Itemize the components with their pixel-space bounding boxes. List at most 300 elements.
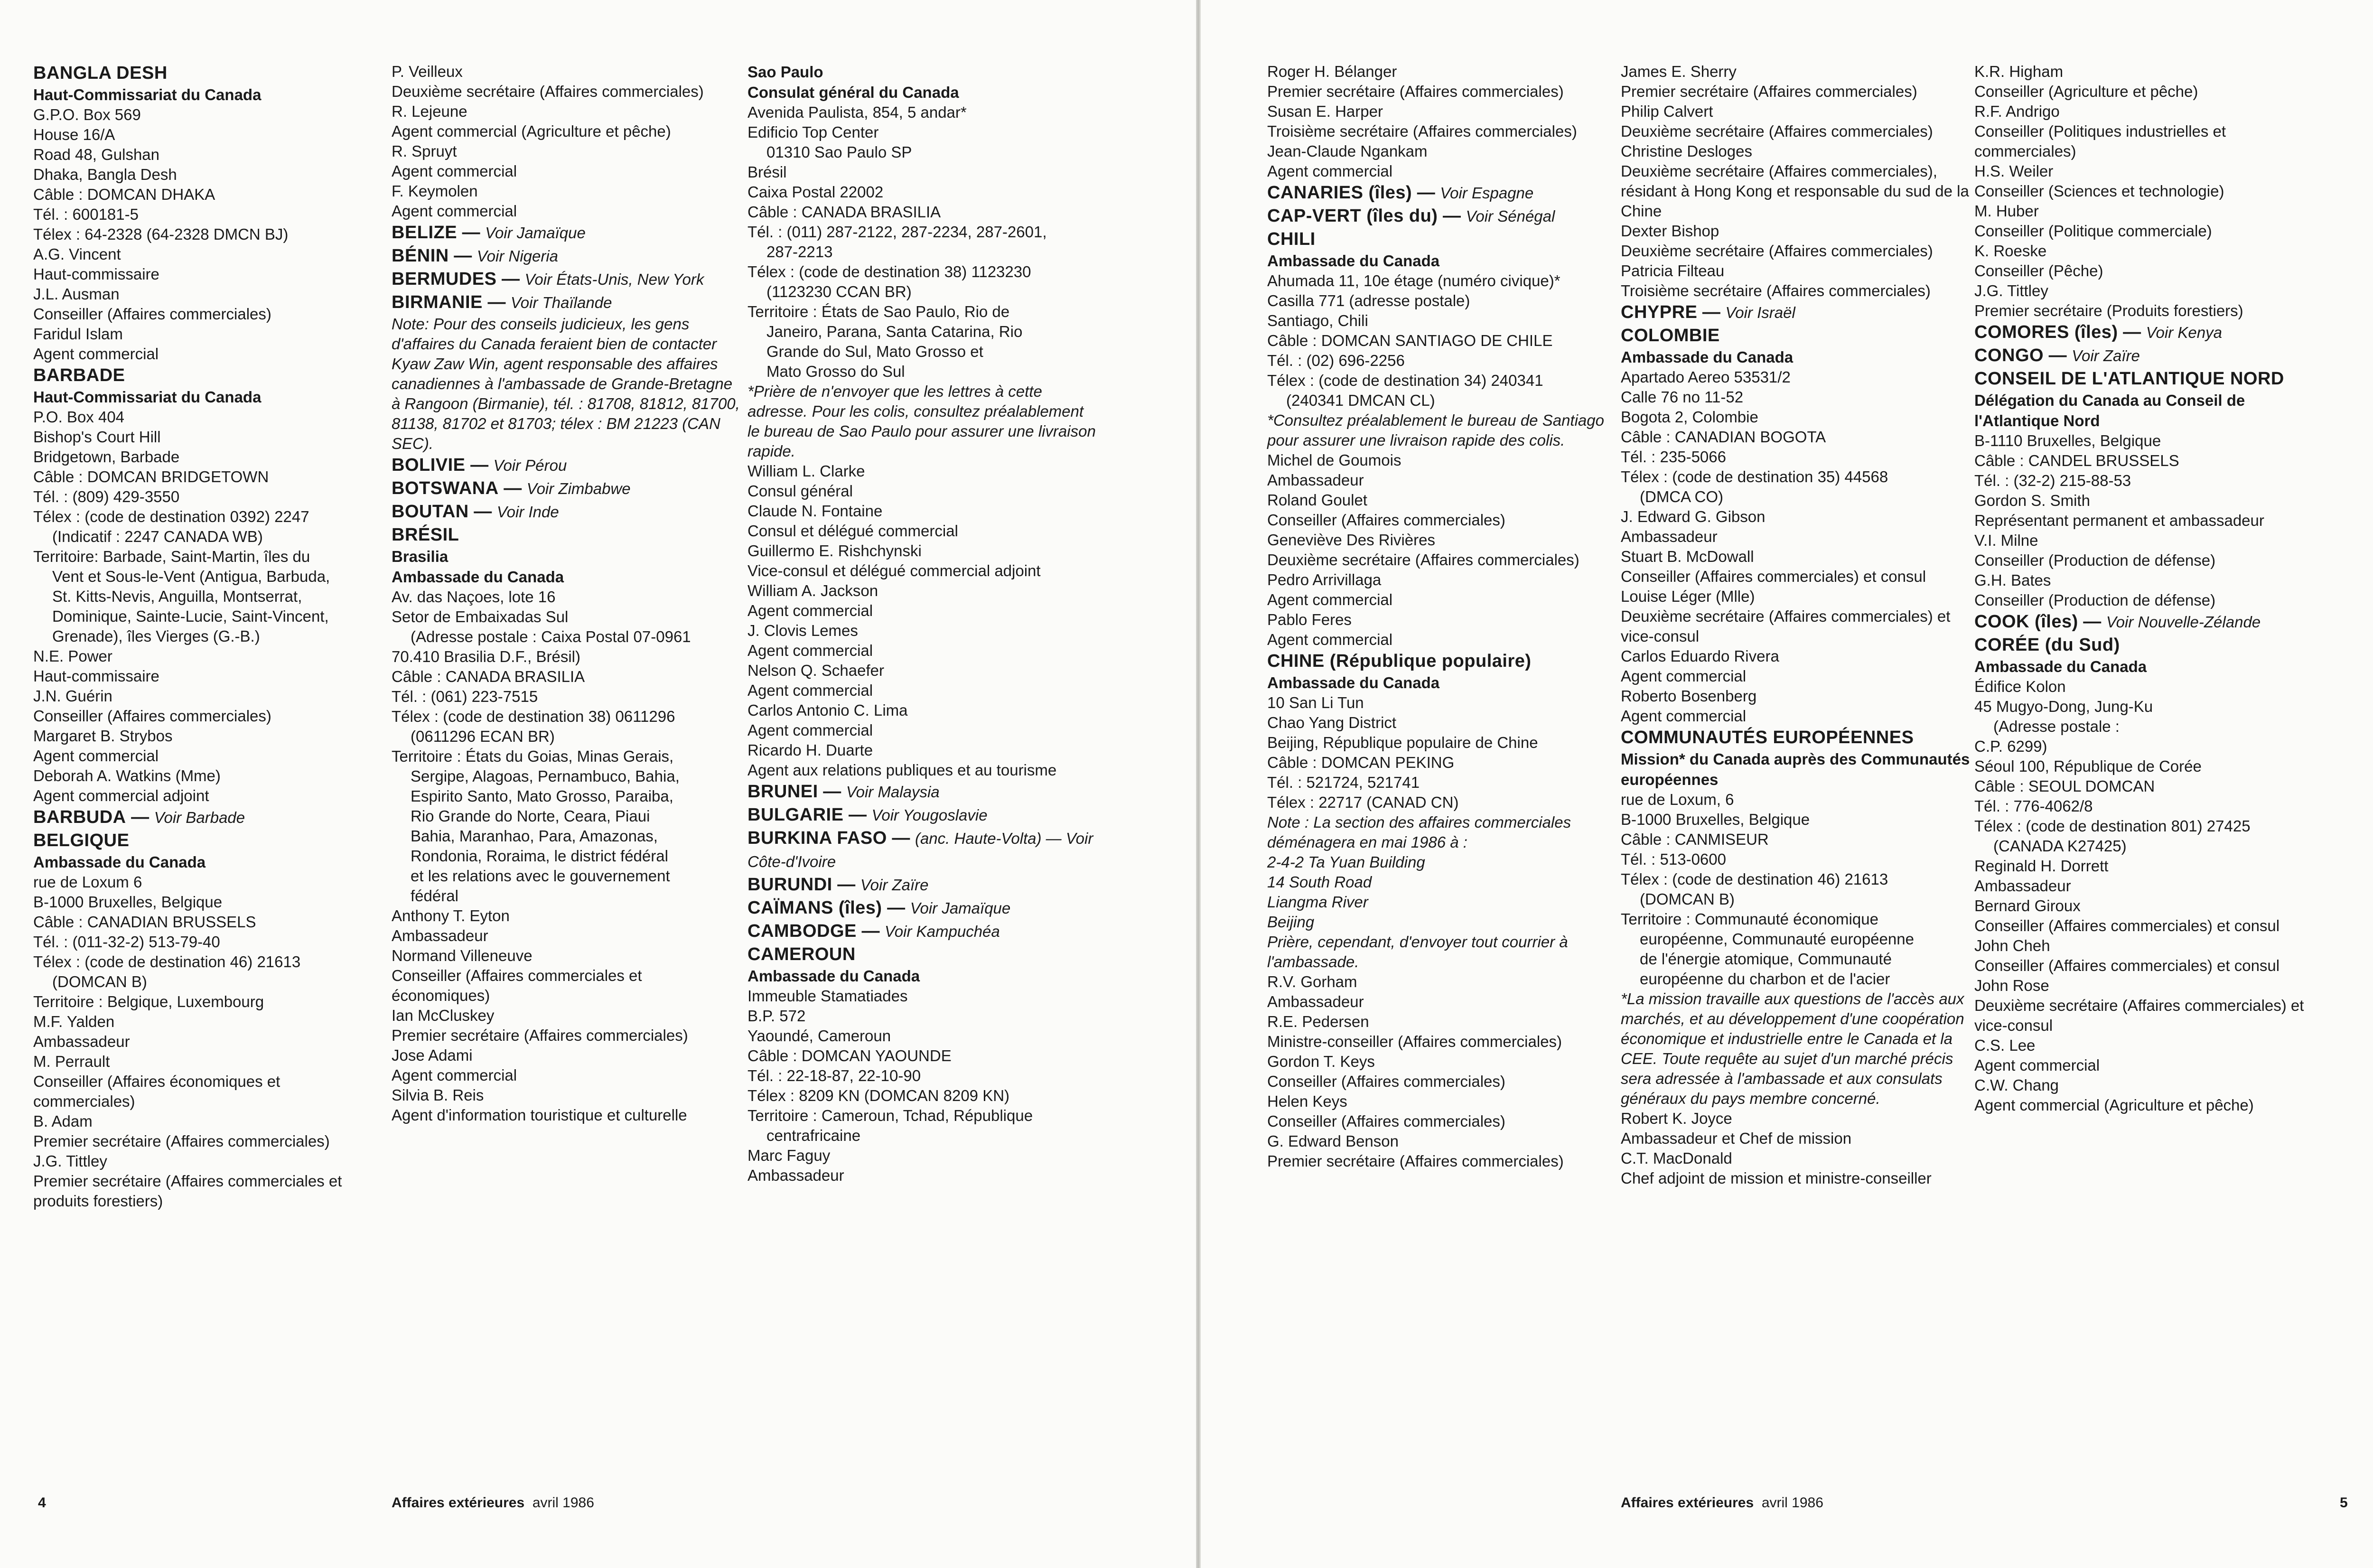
staff-entry bbox=[1974, 1075, 2326, 1115]
address-line: Grenade), îles Vierges (G.-B.) bbox=[52, 627, 260, 645]
staff-entry bbox=[1974, 936, 2326, 976]
dash-separator: — bbox=[818, 782, 846, 802]
dash-separator: — bbox=[468, 502, 497, 522]
address-line: Rio Grande do Norte, Ceara, Piaui bbox=[411, 807, 650, 825]
address-line: G.P.O. Box 569 bbox=[33, 106, 141, 123]
address-line: (240341 DMCAN CL) bbox=[1286, 392, 1435, 409]
address-line: Câble : DOMCAN BRIDGETOWN bbox=[33, 468, 269, 485]
address-line: Territoire : États de Sao Paulo, Rio de bbox=[747, 303, 1010, 320]
address-line: P.O. Box 404 bbox=[33, 408, 125, 426]
staff-name: Pedro Arrivillaga bbox=[1267, 571, 1382, 588]
staff-entry bbox=[1267, 570, 1618, 610]
country-see-also bbox=[1267, 181, 1618, 205]
staff-name: C.T. MacDonald bbox=[1621, 1149, 1732, 1167]
country-see-also bbox=[747, 873, 1099, 896]
staff-title: Conseiller (Affaires commerciales) bbox=[1267, 511, 1505, 529]
staff-title: Conseiller (Agriculture et pêche) bbox=[1974, 83, 2198, 100]
address-line: Grande do Sul, Mato Grosso et bbox=[766, 343, 983, 360]
staff-name: B. Adam bbox=[33, 1112, 93, 1130]
staff-title: Agent aux relations publiques et au tourisme bbox=[747, 761, 1057, 779]
address-line: Tél. : 513-0600 bbox=[1621, 850, 1726, 868]
staff-name: Jean-Claude Ngankam bbox=[1267, 142, 1428, 160]
staff-entry bbox=[1621, 507, 1972, 547]
address-line: 10 San Li Tun bbox=[1267, 694, 1364, 711]
dash-separator: — bbox=[882, 898, 910, 918]
staff-entry bbox=[1621, 587, 1972, 646]
staff-title: Conseiller (Production de défense) bbox=[1974, 551, 2216, 569]
staff-name: A.G. Vincent bbox=[33, 245, 121, 263]
address-line: Territoire : Cameroun, Tchad, République bbox=[747, 1107, 1033, 1124]
staff-entry bbox=[1974, 570, 2326, 610]
staff-name: Stuart B. McDowall bbox=[1621, 548, 1754, 565]
address-line: Séoul 100, République de Corée bbox=[1974, 757, 2202, 775]
address-line: Télex : (code de destination 46) 21613 bbox=[1621, 870, 1888, 888]
note-text: Prière, cependant, d'envoyer tout courrier à l'ambassade. bbox=[1267, 933, 1568, 971]
note-text: 2-4-2 Ta Yuan Building 14 South Road Liangma River Beijing bbox=[1267, 853, 1425, 931]
staff-name: John Rose bbox=[1974, 977, 2049, 994]
dash-separator: — bbox=[843, 805, 872, 825]
mission-name: Haut-Commissariat du Canada bbox=[33, 86, 262, 103]
country-name: BULGARIE bbox=[747, 805, 844, 825]
staff-name: Carlos Eduardo Rivera bbox=[1621, 647, 1779, 665]
country-name: BRUNEI bbox=[747, 782, 818, 802]
address-line: 70.410 Brasilia D.F., Brésil) bbox=[392, 648, 580, 665]
country-see-also bbox=[747, 896, 1099, 920]
staff-title: Ambassadeur bbox=[392, 927, 488, 944]
staff-entry bbox=[33, 244, 365, 284]
address-line: Câble : CANDEL BRUSSELS bbox=[1974, 452, 2179, 469]
address-line: et les relations avec le gouvernement bbox=[411, 867, 670, 885]
staff-entry bbox=[33, 686, 365, 726]
mission-name: Ambassade du Canada bbox=[1267, 674, 1440, 691]
staff-name: Geneviève Des Rivières bbox=[1267, 531, 1435, 549]
address-line: Télex : (code de destination 38) 1123230 bbox=[747, 263, 1031, 280]
country-see-also bbox=[392, 477, 743, 500]
country-see-also bbox=[392, 244, 743, 268]
see-reference: Voir Kenya bbox=[2146, 324, 2222, 341]
staff-title: Ambassadeur bbox=[1621, 528, 1718, 545]
mission-name: Ambassade du Canada bbox=[33, 853, 206, 871]
mission-name: Ambassade du Canada bbox=[1974, 658, 2147, 675]
mission-name: Ambassade du Canada bbox=[392, 568, 564, 586]
mission-name: Délégation du Canada au Conseil de l'Atlantique Nord bbox=[1974, 392, 2245, 429]
address-line: Beijing, République populaire de Chine bbox=[1267, 734, 1538, 751]
dash-separator: — bbox=[2078, 612, 2106, 632]
staff-title: Conseiller (Affaires commerciales et économiques) bbox=[392, 967, 642, 1004]
staff-title: Conseiller (Affaires commerciales) et consul bbox=[1974, 917, 2280, 934]
staff-title: Premier secrétaire (Affaires commerciales) bbox=[392, 1027, 688, 1044]
address-line: Télex : 64-2328 (64-2328 DMCN BJ) bbox=[33, 225, 289, 243]
country-see-also bbox=[392, 268, 743, 291]
country-see-also bbox=[1267, 205, 1618, 228]
staff-title: Agent commercial bbox=[1621, 667, 1747, 685]
staff-entry bbox=[1621, 1148, 1972, 1188]
address-block bbox=[33, 872, 365, 1012]
left-column-3 bbox=[747, 62, 1099, 1185]
country-see-also bbox=[1974, 321, 2326, 344]
staff-title: Deuxième secrétaire (Affaires commerciales), résidant à Hong Kong et responsable du sud de la Chine bbox=[1621, 162, 1969, 220]
see-reference: Voir Nouvelle-Zélande bbox=[2106, 613, 2261, 631]
staff-entry bbox=[747, 1146, 1099, 1185]
address-block bbox=[1974, 431, 2326, 491]
country-heading: COMMUNAUTÉS EUROPÉENNES bbox=[1621, 728, 1914, 747]
staff-name: Ian McCluskey bbox=[392, 1007, 495, 1024]
staff-name: Patricia Filteau bbox=[1621, 262, 1725, 280]
country-heading: CHILI bbox=[1267, 229, 1316, 249]
address-line: centrafricaine bbox=[766, 1127, 861, 1144]
staff-name: J.L. Ausman bbox=[33, 285, 120, 303]
address-line: Câble : CANADA BRASILIA bbox=[392, 668, 585, 685]
address-line: Télex : (code de destination 801) 27425 bbox=[1974, 817, 2251, 835]
address-line: Territoire : Belgique, Luxembourg bbox=[33, 993, 264, 1010]
address-line: européenne, Communauté européenne bbox=[1640, 930, 1914, 948]
staff-title: Deuxième secrétaire (Affaires commerciales) bbox=[392, 83, 704, 100]
address-line: Tél. : (011) 287-2122, 287-2234, 287-2601, bbox=[747, 223, 1047, 241]
dash-separator: — bbox=[496, 269, 525, 289]
staff-name: Carlos Antonio C. Lima bbox=[747, 701, 908, 719]
staff-title: Agent commercial bbox=[392, 1066, 517, 1084]
staff-name: J. Edward G. Gibson bbox=[1621, 508, 1766, 525]
right-column-2 bbox=[1621, 62, 1972, 1188]
staff-entry bbox=[1621, 686, 1972, 726]
staff-entry bbox=[392, 1045, 743, 1085]
staff-name: R.V. Gorham bbox=[1267, 973, 1357, 990]
address-line: St. Kitts-Nevis, Anguilla, Montserrat, bbox=[52, 588, 302, 605]
staff-entry bbox=[1267, 141, 1618, 181]
staff-name: N.E. Power bbox=[33, 647, 112, 665]
country-name: CANARIES (îles) bbox=[1267, 183, 1412, 203]
staff-entry bbox=[1974, 856, 2326, 896]
address-line: Câble : CANADIAN BRUSSELS bbox=[33, 913, 256, 931]
staff-title: Ambassadeur bbox=[747, 1167, 844, 1184]
staff-name: Susan E. Harper bbox=[1267, 103, 1383, 120]
country-heading: CORÉE (du Sud) bbox=[1974, 635, 2120, 655]
staff-name: V.I. Milne bbox=[1974, 532, 2038, 549]
staff-title: Agent commercial bbox=[1267, 631, 1393, 648]
staff-entry bbox=[1621, 261, 1972, 301]
address-line: Tél. : (011-32-2) 513-79-40 bbox=[33, 933, 220, 951]
staff-name: Roland Goulet bbox=[1267, 491, 1367, 509]
staff-name: Robert K. Joyce bbox=[1621, 1110, 1732, 1127]
address-line: Câble : DOMCAN PEKING bbox=[1267, 754, 1455, 771]
country-heading: CHINE (République populaire) bbox=[1267, 651, 1532, 671]
dash-separator: — bbox=[2118, 322, 2146, 342]
footer-left bbox=[392, 1495, 594, 1511]
staff-title: Conseiller (Affaires commerciales) bbox=[33, 305, 271, 323]
right-page bbox=[1201, 0, 2373, 1568]
staff-entry bbox=[1267, 450, 1618, 490]
staff-name: Gordon T. Keys bbox=[1267, 1053, 1375, 1070]
staff-entry bbox=[1267, 1052, 1618, 1092]
staff-title: Agent commercial (Agriculture et pêche) bbox=[1974, 1096, 2254, 1114]
staff-name: William A. Jackson bbox=[747, 582, 878, 599]
staff-title: Premier secrétaire (Affaires commerciales) bbox=[1267, 83, 1564, 100]
address-line: Rondonia, Roraima, le district fédéral bbox=[411, 847, 668, 865]
staff-name: R.E. Pedersen bbox=[1267, 1013, 1369, 1030]
dash-separator: — bbox=[465, 455, 494, 475]
staff-entry bbox=[392, 1006, 743, 1045]
address-line: Dhaka, Bangla Desh bbox=[33, 166, 177, 183]
country-see-also bbox=[392, 454, 743, 477]
see-reference: Voir Pérou bbox=[493, 457, 567, 474]
country-see-also bbox=[1974, 344, 2326, 367]
country-heading: BARBADE bbox=[33, 365, 125, 385]
staff-entry bbox=[1621, 62, 1972, 102]
see-reference: Voir Zimbabwe bbox=[526, 480, 631, 497]
staff-name: C.W. Chang bbox=[1974, 1076, 2059, 1094]
country-name: BERMUDES bbox=[392, 269, 497, 289]
staff-entry bbox=[392, 141, 743, 181]
staff-name: M. Huber bbox=[1974, 202, 2039, 220]
staff-entry bbox=[1621, 221, 1972, 261]
staff-title: Agent commercial adjoint bbox=[33, 787, 209, 804]
staff-title: Agent commercial bbox=[33, 747, 159, 765]
country-name: BARBUDA bbox=[33, 807, 126, 827]
staff-title: Premier secrétaire (Produits forestiers) bbox=[1974, 302, 2243, 319]
staff-entry bbox=[392, 102, 743, 141]
mission-name: Ambassade du Canada bbox=[1267, 252, 1440, 270]
staff-entry bbox=[1974, 241, 2326, 281]
address-line: Tél. : 22-18-87, 22-10-90 bbox=[747, 1067, 921, 1084]
staff-title: Agent commercial (Agriculture et pêche) bbox=[392, 122, 671, 140]
staff-name: M. Perrault bbox=[33, 1053, 110, 1070]
address-line: (Indicatif : 2247 CANADA WB) bbox=[52, 528, 263, 545]
address-line: Tél. : 521724, 521741 bbox=[1267, 774, 1420, 791]
staff-title: Ambassadeur et Chef de mission bbox=[1621, 1129, 1852, 1147]
staff-name: G. Edward Benson bbox=[1267, 1132, 1399, 1150]
staff-title: Troisième secrétaire (Affaires commerciales) bbox=[1267, 122, 1577, 140]
address-line: Edificio Top Center bbox=[747, 123, 879, 141]
staff-entry bbox=[33, 284, 365, 324]
staff-title: Premier secrétaire (Affaires commerciales et produits forestiers) bbox=[33, 1172, 342, 1210]
address-line: Câble : SEOUL DOMCAN bbox=[1974, 777, 2155, 795]
address-line: Télex : (code de destination 34) 240341 bbox=[1267, 372, 1543, 389]
address-line: Casilla 771 (adresse postale) bbox=[1267, 292, 1470, 309]
see-reference: Voir Israël bbox=[1725, 304, 1795, 321]
staff-title: Ambassadeur bbox=[1267, 471, 1364, 489]
country-see-also bbox=[747, 803, 1099, 827]
staff-entry bbox=[33, 766, 365, 806]
staff-entry bbox=[747, 501, 1099, 541]
staff-name: Gordon S. Smith bbox=[1974, 492, 2090, 509]
country-heading: BELGIQUE bbox=[33, 831, 130, 850]
footer-right bbox=[1621, 1495, 1823, 1511]
country-name: COOK (îles) bbox=[1974, 612, 2078, 632]
mission-name: Ambassade du Canada bbox=[747, 967, 920, 985]
address-line: Câble : CANMISEUR bbox=[1621, 831, 1769, 848]
staff-title: Deuxième secrétaire (Affaires commerciales) bbox=[1621, 122, 1933, 140]
staff-name: J.G. Tittley bbox=[1974, 282, 2048, 299]
address-line: (Adresse postale : bbox=[1993, 718, 2120, 735]
staff-entry bbox=[747, 541, 1099, 581]
staff-title: Agent commercial bbox=[1621, 707, 1747, 725]
address-line: B.P. 572 bbox=[747, 1007, 806, 1025]
address-line: Télex : (code de destination 0392) 2247 bbox=[33, 508, 309, 525]
staff-name: Louise Léger (Mlle) bbox=[1621, 588, 1755, 605]
note-text: Note : La section des affaires commerciales déménagera en mai 1986 à : bbox=[1267, 813, 1571, 851]
staff-name: Roberto Bosenberg bbox=[1621, 687, 1757, 705]
note-text: *Prière de n'envoyer que les lettres à cette adresse. Pour les colis, consultez préalablement le bureau de Sao Paulo pour assurer une livraison rapide. bbox=[747, 383, 1096, 460]
staff-name: J. Clovis Lemes bbox=[747, 622, 858, 639]
dash-separator: — bbox=[832, 875, 860, 895]
address-line: Bridgetown, Barbade bbox=[33, 448, 180, 466]
see-reference: Voir Kampuchéa bbox=[885, 923, 1000, 940]
country-see-also bbox=[747, 920, 1099, 943]
staff-entry bbox=[1267, 490, 1618, 530]
staff-entry bbox=[1974, 281, 2326, 321]
staff-entry bbox=[1974, 491, 2326, 531]
country-name: BURUNDI bbox=[747, 875, 832, 895]
dash-separator: — bbox=[498, 478, 527, 498]
staff-name: Claude N. Fontaine bbox=[747, 502, 883, 520]
staff-name: Normand Villeneuve bbox=[392, 947, 533, 964]
left-column-2 bbox=[392, 62, 743, 1125]
staff-name: K. Roeske bbox=[1974, 242, 2047, 260]
country-see-also bbox=[392, 500, 743, 523]
address-line: Bahia, Maranhao, Para, Amazonas, bbox=[411, 827, 658, 845]
address-block bbox=[33, 105, 365, 244]
country-see-also bbox=[1621, 301, 1972, 324]
staff-entry bbox=[747, 581, 1099, 621]
mission-name: Ambassade du Canada bbox=[1621, 348, 1794, 366]
staff-title: Conseiller (Pêche) bbox=[1974, 262, 2103, 280]
address-line: Caixa Postal 22002 bbox=[747, 183, 884, 201]
note-text: Note: Pour des conseils judicieux, les gens d'affaires du Canada feraient bien de contacter Kyaw Zaw Win, agent responsable des affaires canadiennes à l'ambassade de Grande-Bretagne à Rangoon (Birmanie), tél. : 81708, 81812, 81700, 81138, 81702 et 81703; télex : BM 21223 (CAN SEC). bbox=[392, 315, 740, 452]
staff-title: Haut-commissaire bbox=[33, 265, 159, 283]
footer-journal: Affaires extérieures bbox=[392, 1495, 525, 1511]
address-line: Immeuble Stamatiades bbox=[747, 987, 908, 1005]
staff-title: Représentant permanent et ambassadeur bbox=[1974, 512, 2264, 529]
staff-name: R.F. Andrigo bbox=[1974, 103, 2060, 120]
staff-title: Agent commercial bbox=[1267, 591, 1393, 608]
staff-title: Conseiller (Affaires commerciales) bbox=[1267, 1073, 1505, 1090]
address-line: Av. das Naçoes, lote 16 bbox=[392, 588, 556, 606]
country-heading: COLOMBIE bbox=[1621, 326, 1720, 345]
staff-title: Ambassadeur bbox=[1267, 993, 1364, 1010]
staff-entry bbox=[1974, 896, 2326, 936]
staff-entry bbox=[1267, 1012, 1618, 1052]
staff-title: Deuxième secrétaire (Affaires commerciales) bbox=[1621, 242, 1933, 260]
footer-date: avril 1986 bbox=[532, 1495, 594, 1511]
country-heading: BANGLA DESH bbox=[33, 63, 168, 83]
address-block bbox=[1267, 693, 1618, 812]
country-heading: CAMEROUN bbox=[747, 944, 856, 964]
country-name: CAMBODGE bbox=[747, 921, 857, 941]
address-line: Ahumada 11, 10e étage (numéro civique)* bbox=[1267, 272, 1560, 289]
address-block bbox=[33, 407, 365, 646]
staff-entry bbox=[1974, 531, 2326, 570]
staff-name: Dexter Bishop bbox=[1621, 222, 1719, 240]
staff-title: Ambassadeur bbox=[33, 1033, 130, 1050]
staff-title: Deuxième secrétaire (Affaires commerciales) et vice-consul bbox=[1974, 997, 2304, 1034]
mission-name: Mission* du Canada auprès des Communautés européennes bbox=[1621, 750, 1970, 788]
country-name: COMORES (îles) bbox=[1974, 322, 2118, 342]
country-name: BURKINA FASO bbox=[747, 828, 887, 848]
country-name: CAP-VERT (îles du) bbox=[1267, 206, 1438, 226]
staff-title: Premier secrétaire (Affaires commerciales) bbox=[1621, 83, 1917, 100]
staff-title: Agent commercial bbox=[747, 721, 873, 739]
see-reference: Voir Inde bbox=[496, 503, 559, 521]
staff-name: K.R. Higham bbox=[1974, 63, 2064, 80]
country-see-also bbox=[33, 806, 365, 829]
address-line: Vent et Sous-le-Vent (Antigua, Barbuda, bbox=[52, 568, 330, 585]
staff-title: Premier secrétaire (Affaires commerciales) bbox=[1267, 1152, 1564, 1170]
address-line: Brésil bbox=[747, 163, 787, 181]
staff-name: J.N. Guérin bbox=[33, 687, 112, 705]
address-line: rue de Loxum 6 bbox=[33, 873, 142, 891]
country-name: CAÏMANS (îles) bbox=[747, 898, 882, 918]
address-line: (DOMCAN B) bbox=[1640, 890, 1735, 908]
address-line: Yaoundé, Cameroun bbox=[747, 1027, 891, 1045]
address-line: Sergipe, Alagoas, Pernambuco, Bahia, bbox=[411, 767, 680, 785]
staff-title: Conseiller (Affaires commerciales) et consul bbox=[1974, 957, 2280, 974]
address-line: Road 48, Gulshan bbox=[33, 146, 160, 163]
address-line: Janeiro, Parana, Santa Catarina, Rio bbox=[766, 323, 1023, 340]
address-line: (1123230 CCAN BR) bbox=[766, 283, 912, 300]
staff-name: R. Lejeune bbox=[392, 103, 467, 120]
address-line: Télex : 8209 KN (DOMCAN 8209 KN) bbox=[747, 1087, 1010, 1104]
staff-name: Jose Adami bbox=[392, 1046, 473, 1064]
note-text: *Consultez préalablement le bureau de Santiago pour assurer une livraison rapide des colis. bbox=[1267, 411, 1604, 449]
staff-entry bbox=[747, 740, 1099, 780]
address-line: Setor de Embaixadas Sul bbox=[392, 608, 569, 625]
address-block bbox=[1267, 271, 1618, 411]
staff-title: Conseiller (Affaires commerciales) et consul bbox=[1621, 568, 1926, 585]
country-name: CHYPRE bbox=[1621, 302, 1698, 322]
country-heading: BRÉSIL bbox=[392, 525, 459, 545]
page-gutter bbox=[1196, 0, 1201, 1568]
address-line: Bogota 2, Colombie bbox=[1621, 408, 1758, 426]
staff-title: Agent d'information touristique et culturelle bbox=[392, 1106, 687, 1124]
see-reference: Voir Zaïre bbox=[2072, 347, 2140, 364]
address-line: Territoire: Barbade, Saint-Martin, îles du bbox=[33, 548, 310, 565]
city-name: Brasilia bbox=[392, 548, 448, 565]
address-line: Apartado Aereo 53531/2 bbox=[1621, 368, 1791, 386]
dash-separator: — bbox=[1412, 183, 1440, 203]
staff-name: P. Veilleux bbox=[392, 63, 463, 80]
staff-entry bbox=[1267, 610, 1618, 650]
staff-name: Deborah A. Watkins (Mme) bbox=[33, 767, 221, 784]
staff-entry bbox=[392, 181, 743, 221]
country-see-also bbox=[392, 221, 743, 244]
address-line: (0611296 ECAN BR) bbox=[411, 728, 555, 745]
dash-separator: — bbox=[887, 828, 915, 848]
staff-title: Conseiller (Affaires commerciales) bbox=[33, 707, 271, 725]
staff-name: H.S. Weiler bbox=[1974, 162, 2054, 180]
staff-name: Bernard Giroux bbox=[1974, 897, 2081, 915]
country-name: BOUTAN bbox=[392, 502, 469, 522]
page-number-right: 5 bbox=[2340, 1495, 2348, 1511]
address-line: rue de Loxum, 6 bbox=[1621, 791, 1734, 808]
see-reference: Voir Sénégal bbox=[1466, 207, 1555, 225]
address-line: Santiago, Chili bbox=[1267, 312, 1368, 329]
staff-entry bbox=[33, 1151, 365, 1211]
staff-title: Consul général bbox=[747, 482, 853, 500]
address-line: Télex : (code de destination 38) 0611296 bbox=[392, 708, 675, 725]
staff-name: M.F. Yalden bbox=[33, 1013, 115, 1030]
staff-entry bbox=[747, 700, 1099, 740]
staff-name: William L. Clarke bbox=[747, 462, 865, 480]
staff-name: Margaret B. Strybos bbox=[33, 727, 173, 745]
country-name: BÉNIN bbox=[392, 246, 449, 266]
staff-name: Pablo Feres bbox=[1267, 611, 1352, 628]
staff-title: Agent commercial bbox=[33, 345, 159, 363]
staff-name: Reginald H. Dorrett bbox=[1974, 857, 2109, 875]
staff-name: John Cheh bbox=[1974, 937, 2050, 954]
address-line: Espirito Santo, Mato Grosso, Paraiba, bbox=[411, 787, 673, 805]
city-name: Sao Paulo bbox=[747, 63, 823, 81]
address-line: B-1000 Bruxelles, Belgique bbox=[33, 893, 223, 911]
